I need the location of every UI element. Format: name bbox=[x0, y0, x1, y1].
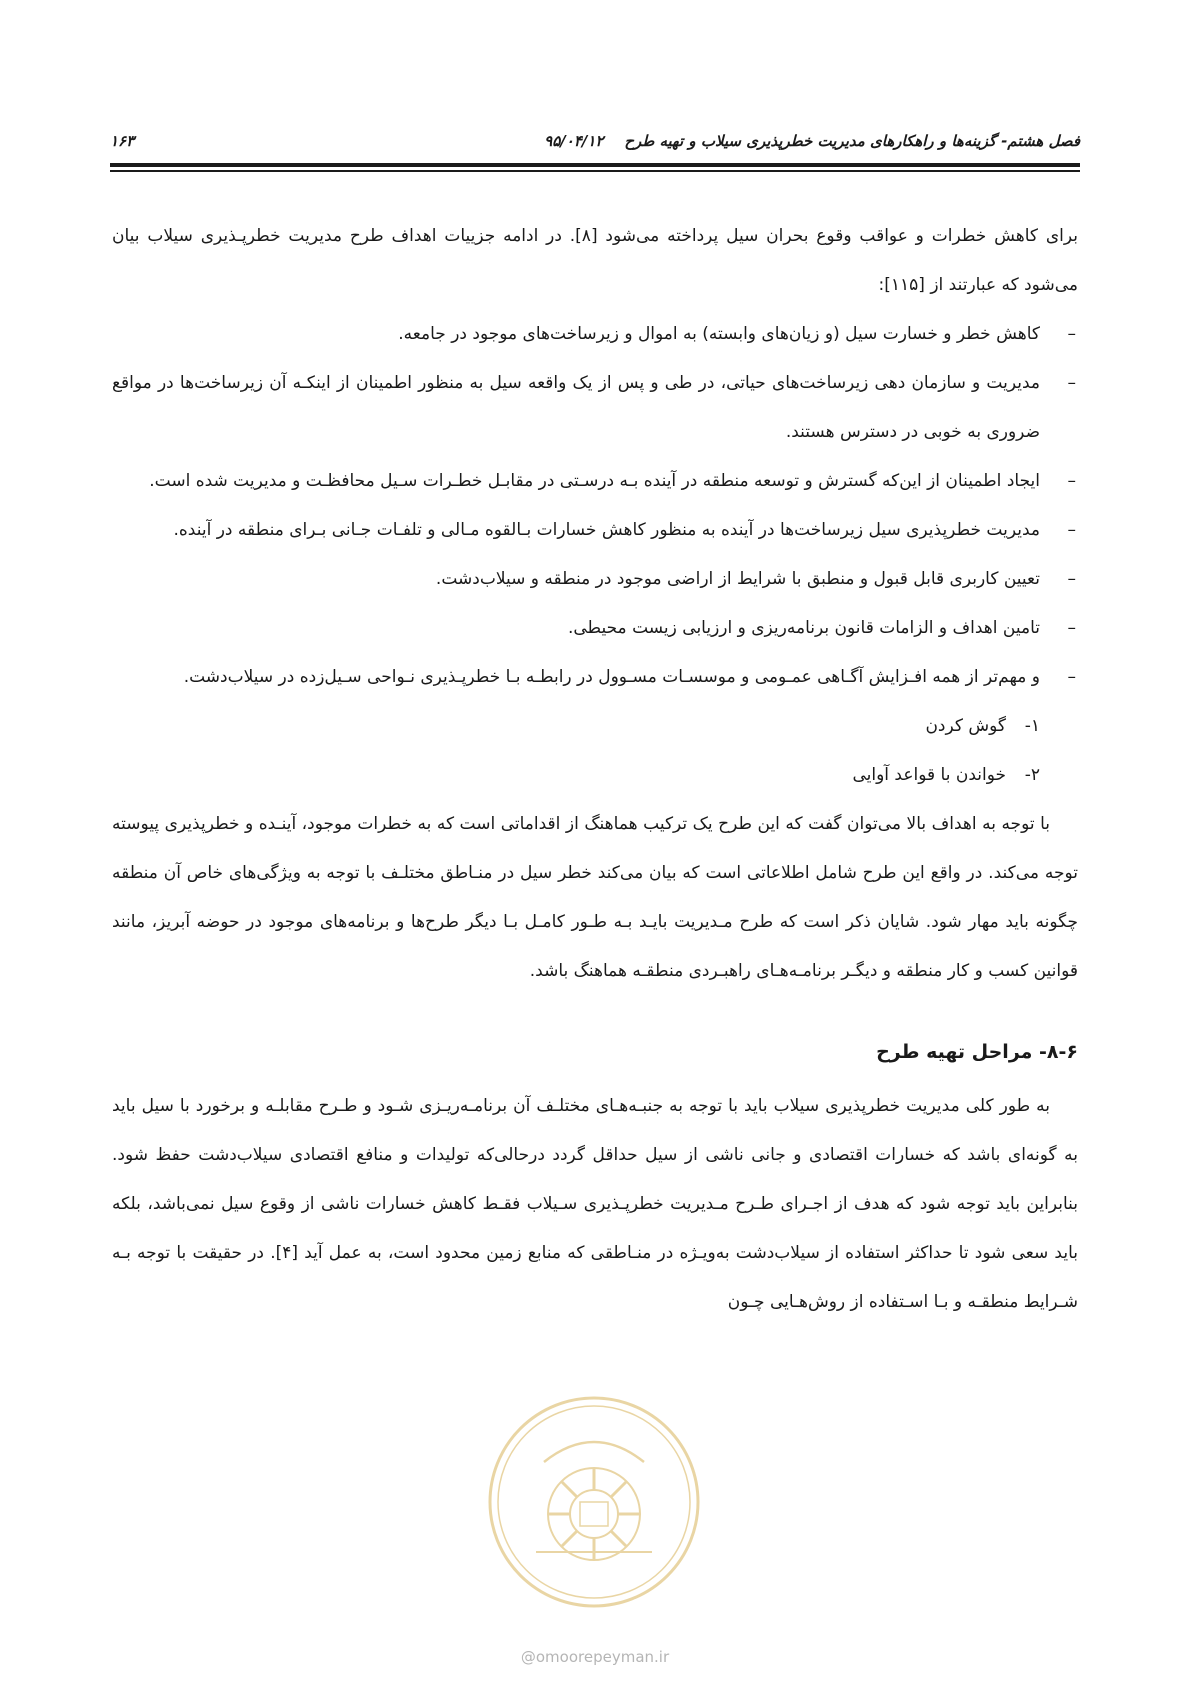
objective-text: ایجاد اطمینان از این‌که گسترش و توسعه منطقه در آینده بـه درسـتی در مقابـل خطـرات سـیل محافظـت و مدیریت شده است. bbox=[149, 471, 1040, 491]
intro-paragraph: برای کاهش خطرات و عواقب وقوع بحران سیل پرداخته می‌شود [۸]. در ادامه جزییات اهداف طرح مدیریت خطرپـذیری سیلاب بیان می‌شود که عبارتند از [۱۱۵]: bbox=[112, 226, 1078, 295]
objective-item bbox=[112, 604, 1078, 653]
page-number: ۱۶۳ bbox=[110, 132, 135, 150]
chapter-title: فصل هشتم- گزینه‌ها و راهکارهای مدیریت خطرپذیری سیلاب و تهیه طرح bbox=[624, 132, 1080, 150]
objective-text: مدیریت و سازمان دهی زیرساخت‌های حیاتی، در طی و پس از یک واقعه سیل به منظور اطمینان از اینکـه آن زیرساخت‌ها در مواقع ضروری به خوبی در دسترس هستند. bbox=[112, 373, 1040, 442]
watermark-seal-icon bbox=[484, 1392, 704, 1612]
header-rule-thin bbox=[110, 170, 1080, 172]
watermark-url: @omoorepeyman.ir bbox=[520, 1648, 670, 1666]
item-text: گوش کردن bbox=[925, 716, 1006, 736]
bullet-dash: – bbox=[1067, 667, 1076, 687]
objective-text: تعیین کاربری قابل قبول و منطبق با شرایط از اراضی موجود در منطقه و سیلاب‌دشت. bbox=[435, 569, 1040, 589]
bullet-dash: – bbox=[1067, 520, 1076, 540]
bullet-dash: – bbox=[1067, 569, 1076, 589]
paragraph-2: با توجه به اهداف بالا می‌توان گفت که این طرح یک ترکیب هماهنگ از اقداماتی است که به خطرات موجود، آینـده و خطرپذیری پیوسته توجه می‌کند. در واقع این طرح شامل اطلاعاتی است که بیان می‌کند خطر سیل در منـاطق مختلـف با توجه به ویژگی‌های خاص آن منطقه چگونه باید مهار شود. شایان ذکر است که طرح مـدیریت بایـد بـه طـور کامـل بـا دیگر طرح‌ها و برنامه‌های موجود در حوضه آبریز، مانند قوانین کسب و کار منطقه و دیگـر برنامـه‌هـای راهبـردی منطقـه هماهنگ باشد. bbox=[112, 814, 1078, 981]
objective-text: کاهش خطر و خسارت سیل (و زیان‌های وابسته) به اموال و زیرساخت‌های موجود در جامعه. bbox=[398, 324, 1040, 344]
bullet-dash: – bbox=[1067, 324, 1076, 344]
bullet-dash: – bbox=[1067, 373, 1076, 393]
objective-item bbox=[112, 653, 1078, 702]
objective-text: تامین اهداف و الزامات قانون برنامه‌ریزی و ارزیابی زیست محیطی. bbox=[567, 618, 1040, 638]
bullet-dash: – bbox=[1067, 618, 1076, 638]
page-header bbox=[110, 126, 1080, 156]
paragraph-3: به طور کلی مدیریت خطرپذیری سیلاب باید با توجه به جنبـه‌هـای مختلـف آن برنامـه‌ریـزی شـود و طـرح مقابلـه و برخورد با سیل باید به گونه‌ای باشد که خسارات اقتصادی و جانی ناشی از سیل حداقل گردد درحالی‌که تولیدات و منافع اقتصادی سیلاب‌دشت حفظ شود. بنابراین باید توجه شود که هدف از اجـرای طـرح مـدیریت خطرپـذیری سـیلاب فقـط کاهش خسارات ناشی از وقوع سیل نمی‌باشد، بلکه باید سعی شود تا حداکثر استفاده از سیلاب‌دشت به‌ویـژه در منـاطقی که منابع زمین محدود است، به عمل آید [۴]. در حقیقت با توجه بـه شـرایط منطقـه و بـا اسـتفاده از روش‌هـایی چـون bbox=[112, 1096, 1078, 1312]
objectives-list bbox=[112, 310, 1078, 702]
objective-item bbox=[112, 506, 1078, 555]
objective-item bbox=[112, 359, 1078, 457]
header-title-group bbox=[544, 132, 1080, 150]
header-rule-thick bbox=[110, 163, 1080, 167]
objective-item bbox=[112, 310, 1078, 359]
item-number: ۲- bbox=[1024, 765, 1040, 785]
numbered-item bbox=[112, 702, 1078, 751]
header-date: ۹۵/۰۴/۱۲ bbox=[544, 132, 604, 150]
item-number: ۱- bbox=[1024, 716, 1040, 736]
numbered-list bbox=[112, 702, 1078, 800]
numbered-item bbox=[112, 751, 1078, 800]
item-text: خواندن با قواعد آوایی bbox=[852, 765, 1006, 785]
objective-text: و مهم‌تر از همه افـزایش آگـاهی عمـومی و موسسـات مسـوول در رابطـه بـا خطرپـذیری نـواحی سـیل‌زده در سیلاب‌دشت. bbox=[183, 667, 1040, 687]
objective-text: مدیریت خطرپذیری سیل زیرساخت‌ها در آینده به منظور کاهش خسارات بـالقوه مـالی و تلفـات جـانی بـرای منطقه در آینده. bbox=[173, 520, 1040, 540]
section-heading: ۸-۶- مراحل تهیه طرح bbox=[876, 1041, 1078, 1063]
objective-item bbox=[112, 555, 1078, 604]
objective-item bbox=[112, 457, 1078, 506]
bullet-dash: – bbox=[1067, 471, 1076, 491]
page-content bbox=[112, 212, 1078, 1327]
